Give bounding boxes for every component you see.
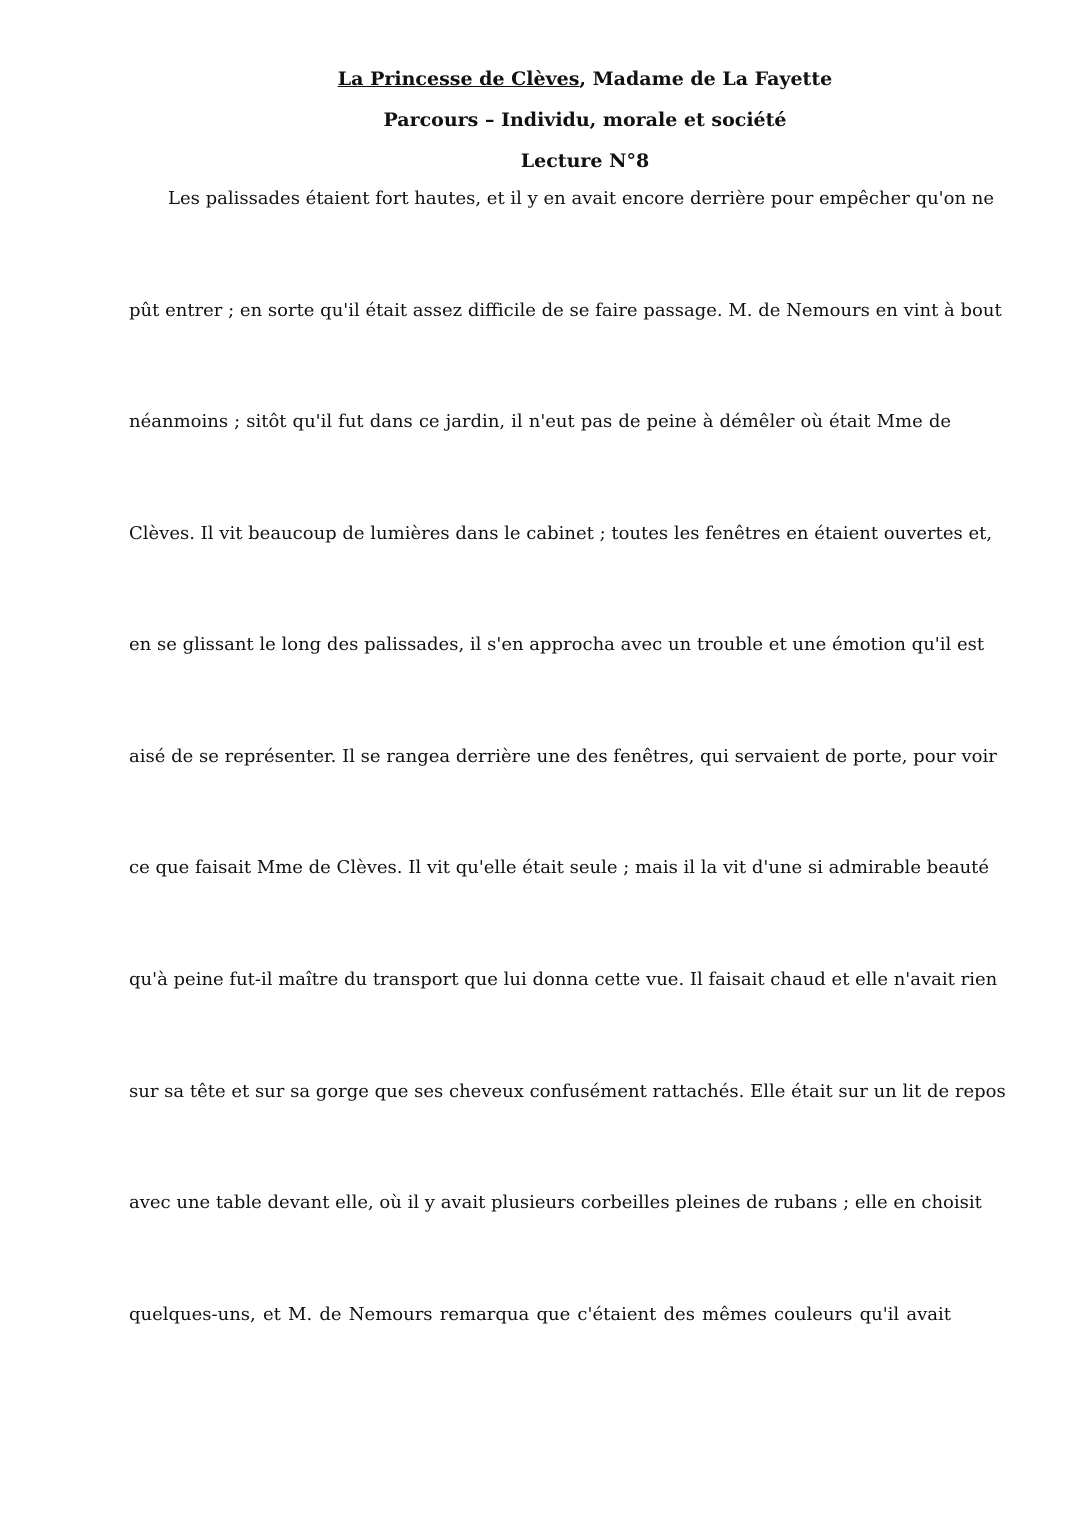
text-line-8: qu'à peine fut-il maître du transport que lui donna cette vue. Il faisait chaud et elle n'avait rien [129,969,998,990]
text-line-3: néanmoins ; sitôt qu'il fut dans ce jardin, il n'eut pas de peine à démêler où était Mme de [129,411,951,432]
author-name: , Madame de La Fayette [579,68,833,90]
text-line-4: Clèves. Il vit beaucoup de lumières dans le cabinet ; toutes les fenêtres en étaient ouvertes et, [129,523,993,544]
text-line-2: pût entrer ; en sorte qu'il était assez difficile de se faire passage. M. de Nemours en vint à bout [129,300,1002,321]
text-line-11: quelques-uns, et M. de Nemours remarqua que c'étaient des mêmes couleurs qu'il avait [129,1304,951,1325]
text-line-5: en se glissant le long des palissades, il s'en approcha avec un trouble et une émotion qu'il est [129,634,985,655]
book-title: La Princesse de Clèves [337,68,580,90]
document-title-line [0,66,1080,92]
text-line-6: aisé de se représenter. Il se rangea derrière une des fenêtres, qui servaient de porte, pour voir [129,746,997,767]
parcours-heading: Parcours – Individu, morale et société [383,109,787,131]
text-line-7: ce que faisait Mme de Clèves. Il vit qu'elle était seule ; mais il la vit d'une si admirable beauté [129,857,990,878]
text-line-1: Les palissades étaient fort hautes, et il y en avait encore derrière pour empêcher qu'on ne [168,188,995,209]
text-line-10: avec une table devant elle, où il y avait plusieurs corbeilles pleines de rubans ; elle en choisit [129,1192,982,1213]
text-line-9: sur sa tête et sur sa gorge que ses cheveux confusément rattachés. Elle était sur un lit de repos [129,1081,1006,1102]
lecture-heading: Lecture N°8 [520,150,650,172]
